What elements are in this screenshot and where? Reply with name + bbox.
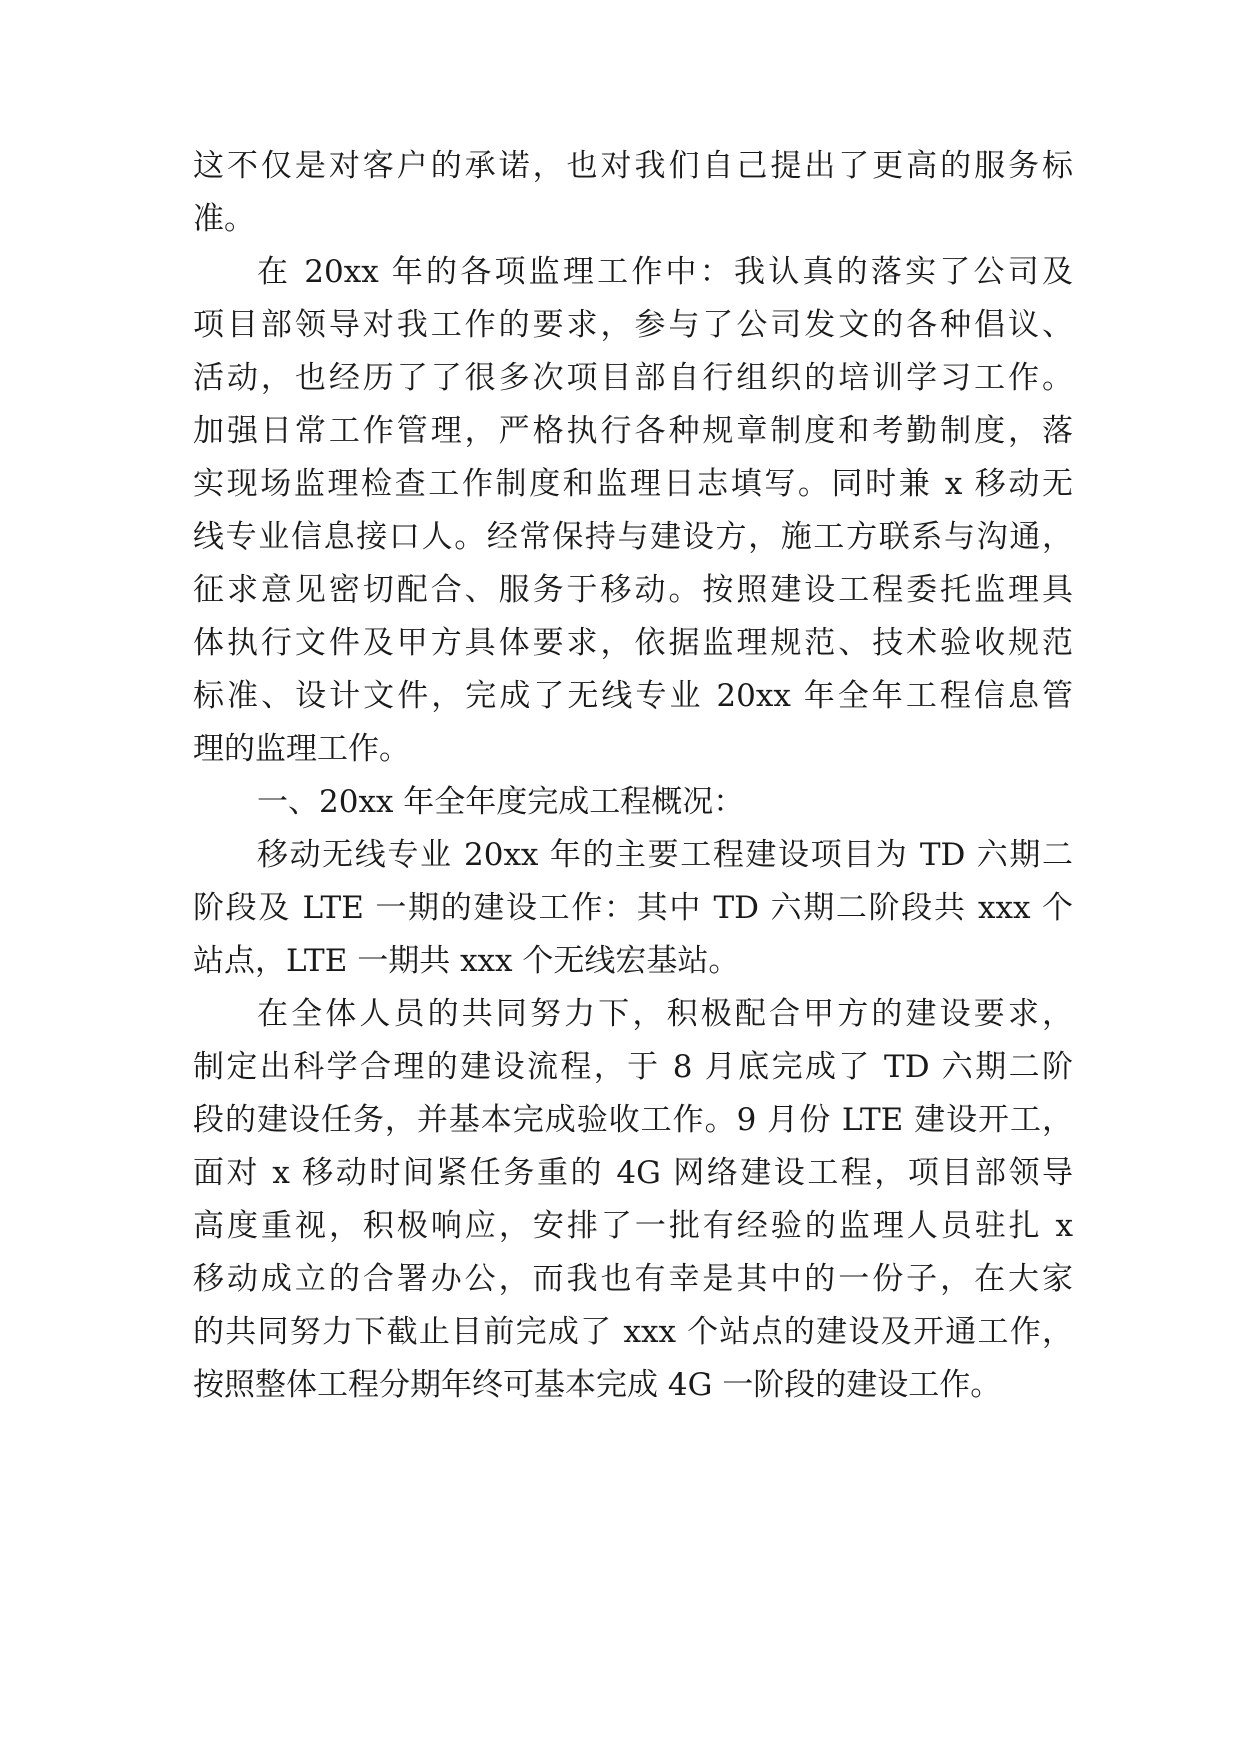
text-line: 体执行文件及甲方具体要求，依据监理规范、技术验收规范 — [193, 625, 1073, 661]
text-line: 线专业信息接口人。经常保持与建设方，施工方联系与沟通， — [193, 519, 1073, 555]
text-line: 阶段及 LTE 一期的建设工作：其中 TD 六期二阶段共 xxx 个 — [193, 890, 1073, 926]
text-line: 理的监理工作。 — [193, 731, 410, 767]
text-line: 项目部领导对我工作的要求，参与了公司发文的各种倡议、 — [193, 307, 1073, 343]
text-line: 站点，LTE 一期共 xxx 个无线宏基站。 — [193, 943, 740, 979]
text-line: 在 20xx 年的各项监理工作中：我认真的落实了公司及 — [257, 254, 1073, 290]
text-line: 这不仅是对客户的承诺，也对我们自己提出了更高的服务标 — [193, 148, 1073, 184]
text-line: 移动成立的合署办公，而我也有幸是其中的一份子，在大家 — [193, 1261, 1073, 1297]
text-line: 高度重视，积极响应，安排了一批有经验的监理人员驻扎 x — [193, 1208, 1073, 1244]
text-line: 制定出科学合理的建设流程，于 8 月底完成了 TD 六期二阶 — [193, 1049, 1073, 1085]
section-heading: 一、20xx 年全年度完成工程概况： — [257, 784, 745, 820]
text-line: 准。 — [193, 201, 255, 237]
text-line: 面对 x 移动时间紧任务重的 4G 网络建设工程，项目部领导 — [193, 1155, 1073, 1191]
text-line: 实现场监理检查工作制度和监理日志填写。同时兼 x 移动无 — [193, 466, 1073, 502]
text-line: 活动，也经历了了很多次项目部自行组织的培训学习工作。 — [193, 360, 1073, 396]
text-line: 标准、设计文件，完成了无线专业 20xx 年全年工程信息管 — [193, 678, 1073, 714]
text-line: 加强日常工作管理，严格执行各种规章制度和考勤制度，落 — [193, 413, 1073, 449]
text-line: 段的建设任务，并基本完成验收工作。9 月份 LTE 建设开工， — [193, 1102, 1073, 1138]
text-line: 的共同努力下截止目前完成了 xxx 个站点的建设及开通工作， — [193, 1314, 1073, 1350]
text-line: 移动无线专业 20xx 年的主要工程建设项目为 TD 六期二 — [257, 837, 1073, 873]
text-line: 在全体人员的共同努力下，积极配合甲方的建设要求， — [257, 996, 1073, 1032]
text-line: 按照整体工程分期年终可基本完成 4G 一阶段的建设工作。 — [193, 1367, 1002, 1403]
text-line: 征求意见密切配合、服务于移动。按照建设工程委托监理具 — [193, 572, 1073, 608]
